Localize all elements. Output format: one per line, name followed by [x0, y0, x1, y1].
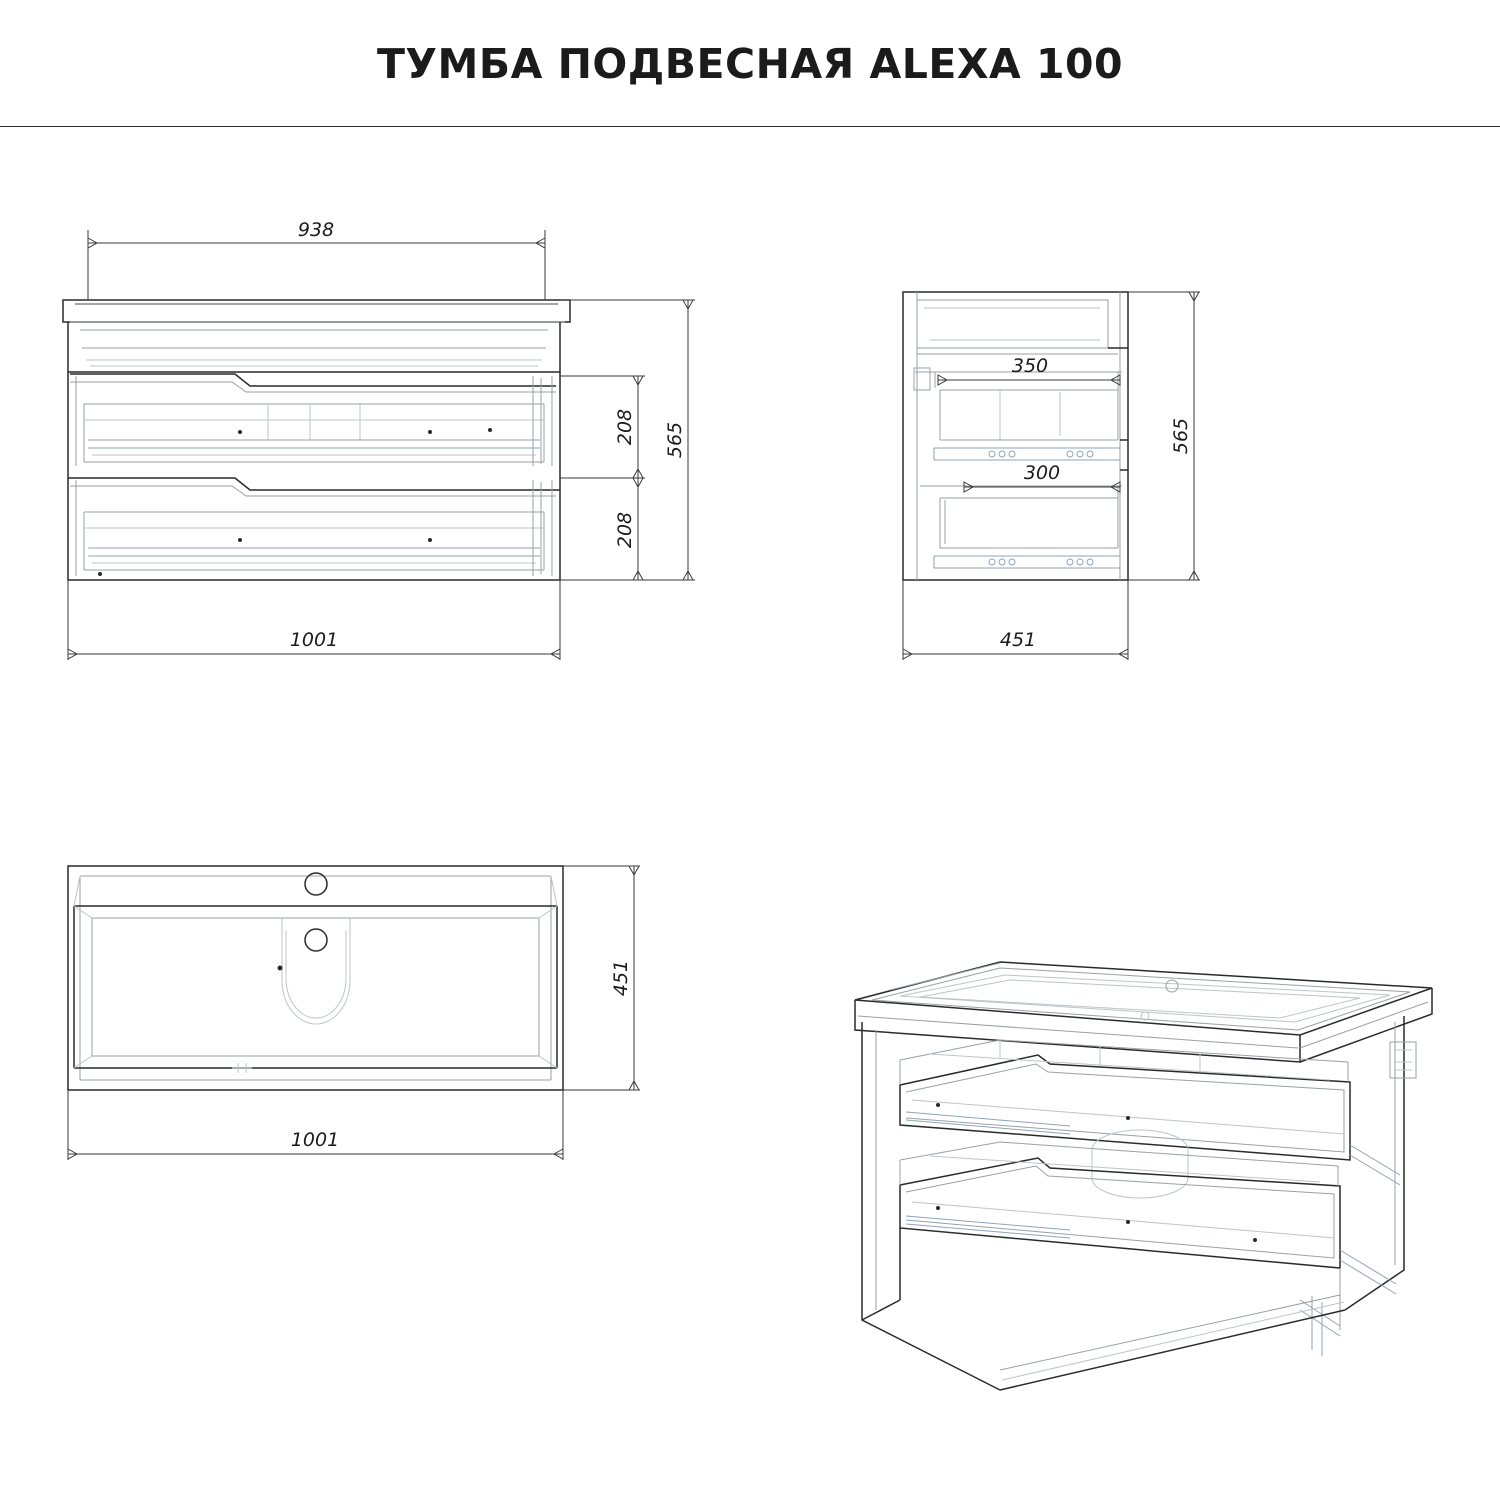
dim-front-drawer-1-height [614, 376, 643, 478]
dim-label-side-overall-depth: 451 [999, 629, 1037, 651]
dim-label-side-slide-length: 300 [1023, 462, 1061, 484]
front-view [63, 219, 695, 660]
dim-side-slide-length [964, 462, 1120, 492]
dim-top-overall-width [68, 1129, 563, 1159]
isometric-view [855, 962, 1432, 1390]
dim-label-side-overall-height: 565 [1170, 417, 1192, 455]
dim-label-front-drawer-2-height: 208 [614, 511, 636, 549]
dim-side-drawer-depth-upper [938, 355, 1120, 385]
side-view [903, 292, 1200, 660]
dim-front-top-width [88, 219, 545, 248]
dim-front-drawer-2-height [614, 478, 643, 580]
dim-side-overall-depth [903, 629, 1128, 659]
top-view [68, 866, 640, 1160]
dim-front-overall-height [664, 300, 693, 580]
dim-label-top-overall-depth: 451 [610, 959, 632, 997]
dim-label-top-overall-width: 1001 [290, 1129, 340, 1151]
dim-label-front-drawer-1-height: 208 [614, 408, 636, 446]
page-title: ТУМБА ПОДВЕСНАЯ ALEXA 100 [376, 40, 1124, 88]
dim-front-overall-width [68, 629, 560, 659]
dim-top-overall-depth [610, 866, 639, 1090]
dim-side-overall-height [1170, 292, 1199, 580]
dim-label-front-top-width: 938 [297, 219, 335, 241]
dim-label-front-overall-width: 1001 [289, 629, 339, 651]
dim-label-side-drawer-depth-upper: 350 [1011, 355, 1049, 377]
dim-label-front-overall-height: 565 [664, 421, 686, 459]
